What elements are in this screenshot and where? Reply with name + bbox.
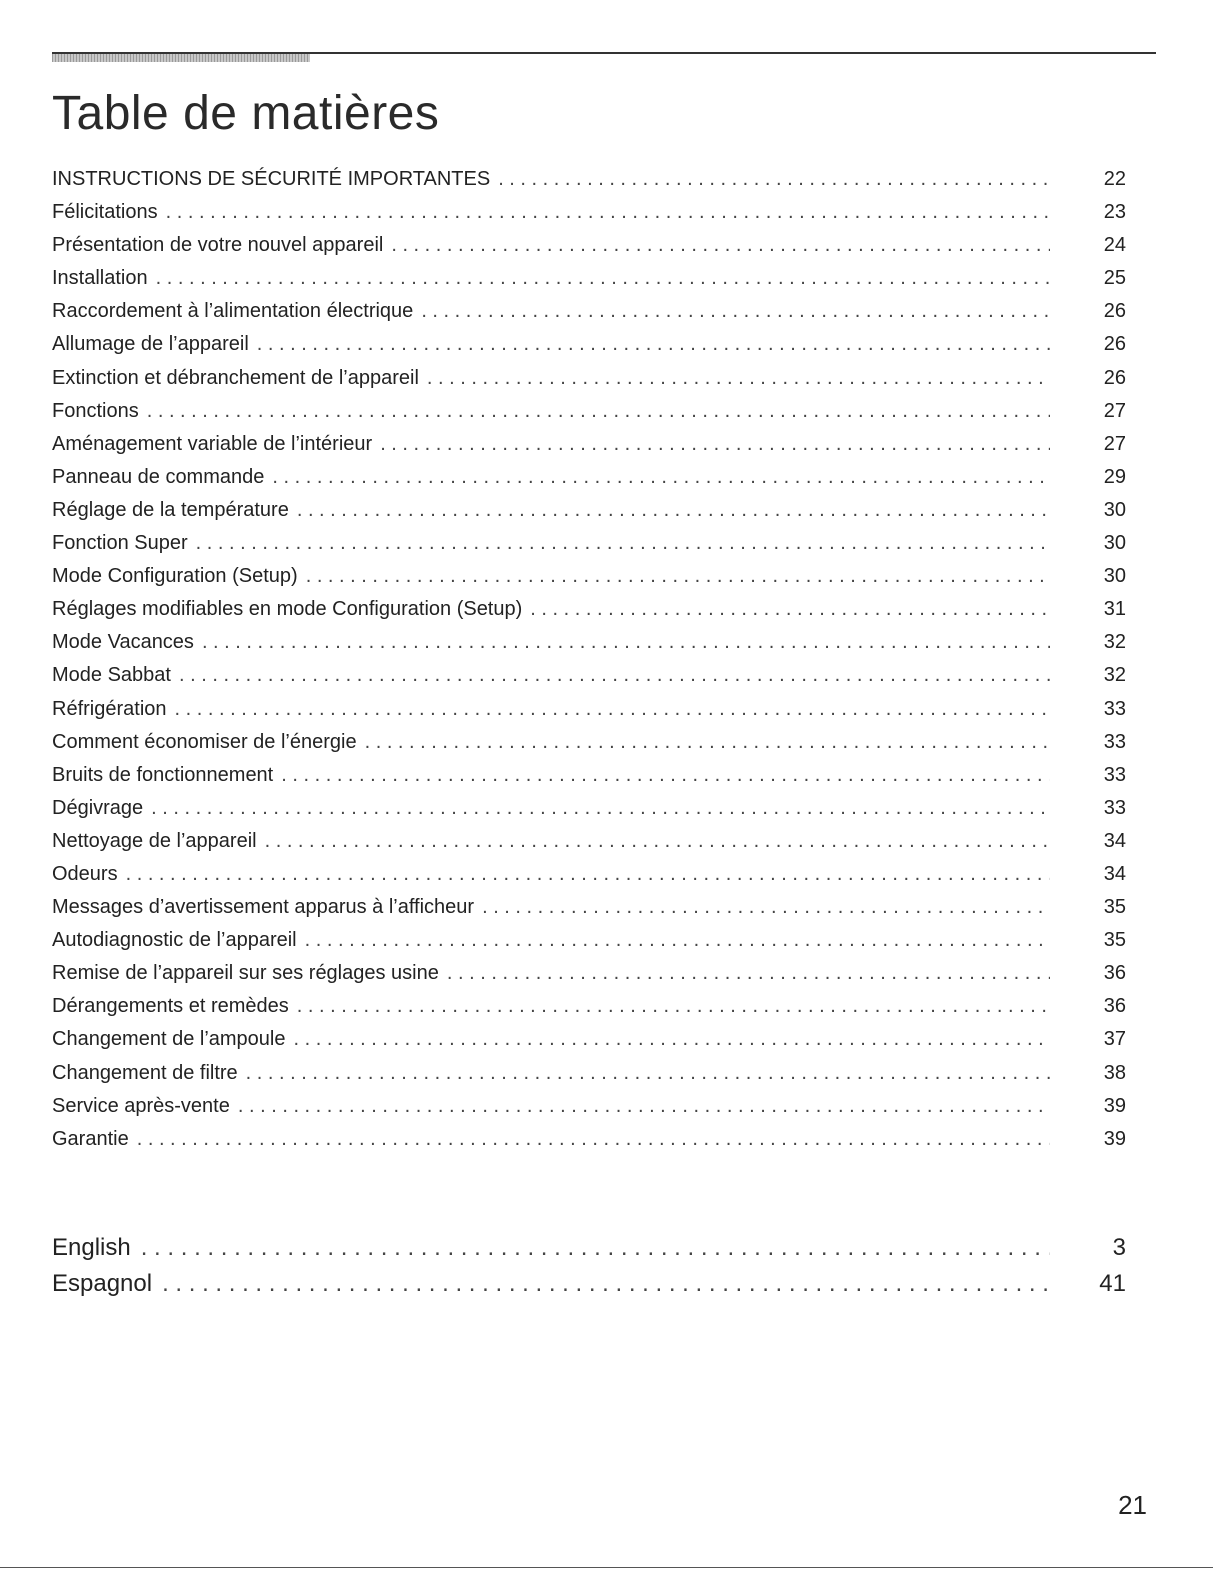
dot-leader [137, 1123, 1050, 1156]
entry-page-number: 26 [1103, 333, 1126, 356]
toc-entry [52, 659, 1126, 692]
entry-page-number: 33 [1103, 730, 1126, 753]
dot-leader [246, 1057, 1050, 1090]
dot-leader [297, 494, 1050, 527]
toc-entry [52, 395, 1126, 428]
entry-label: Remise de l’appareil sur ses réglages usine [52, 962, 439, 985]
toc-entry [52, 196, 1126, 229]
entry-label: Garantie [52, 1127, 129, 1150]
page-title: Table de matières [52, 87, 440, 140]
toc-entry [52, 494, 1126, 527]
entry-page-number: 25 [1103, 267, 1126, 290]
toc-entry [52, 891, 1126, 924]
entry-page-number: 41 [1099, 1270, 1126, 1297]
entry-label: Réglages modifiables en mode Configuration (Setup) [52, 598, 523, 621]
dot-leader [147, 395, 1050, 428]
entry-label: Réfrigération [52, 697, 167, 720]
toc-entry [52, 759, 1126, 792]
entry-page-number: 34 [1103, 829, 1126, 852]
dot-leader [126, 858, 1050, 891]
toc-entry [52, 1023, 1126, 1056]
dot-leader [498, 163, 1050, 196]
entry-label: Messages d’avertissement apparus à l’afficheur [52, 896, 475, 919]
entry-page-number: 23 [1103, 201, 1126, 224]
dot-leader [482, 891, 1050, 924]
entry-label: Présentation de votre nouvel appareil [52, 234, 384, 257]
entry-page-number: 33 [1103, 796, 1126, 819]
dot-leader [179, 659, 1050, 692]
dot-leader [162, 1266, 1050, 1302]
entry-page-number: 33 [1103, 763, 1126, 786]
toc-entry [52, 726, 1126, 759]
entry-page-number: 22 [1103, 168, 1126, 190]
dot-leader [294, 1023, 1051, 1056]
toc-entry [52, 924, 1126, 957]
language-index [52, 1230, 1126, 1302]
entry-page-number: 27 [1103, 399, 1126, 422]
dot-leader [257, 328, 1050, 361]
entry-label: Mode Vacances [52, 631, 194, 654]
entry-page-number: 24 [1103, 234, 1126, 257]
toc-entry [52, 858, 1126, 891]
entry-label: English [52, 1234, 131, 1261]
entry-page-number: 32 [1103, 631, 1126, 654]
entry-label: Extinction et débranchement de l’appareil [52, 366, 419, 389]
entry-label: Installation [52, 267, 148, 290]
entry-label: Fonctions [52, 399, 139, 422]
toc-entry [52, 1057, 1126, 1090]
entry-page-number: 33 [1103, 697, 1126, 720]
entry-page-number: 30 [1103, 498, 1126, 521]
dot-leader [306, 560, 1050, 593]
dot-leader [427, 362, 1050, 395]
entry-label: Odeurs [52, 862, 118, 885]
entry-label: Raccordement à l’alimentation électrique [52, 300, 414, 323]
dot-leader [238, 1090, 1050, 1123]
entry-label: Changement de l’ampoule [52, 1028, 286, 1051]
toc-entry [52, 262, 1126, 295]
dot-leader [196, 527, 1050, 560]
entry-page-number: 26 [1103, 366, 1126, 389]
entry-page-number: 3 [1112, 1234, 1126, 1261]
dot-leader [421, 295, 1050, 328]
dot-leader [272, 461, 1050, 494]
dot-leader [447, 957, 1050, 990]
entry-page-number: 36 [1103, 995, 1126, 1018]
entry-label: Panneau de commande [52, 465, 265, 488]
dot-leader [175, 693, 1050, 726]
entry-page-number: 30 [1103, 532, 1126, 555]
dot-leader [305, 924, 1050, 957]
entry-page-number: 34 [1103, 862, 1126, 885]
entry-label: INSTRUCTIONS DE SÉCURITÉ IMPORTANTES [52, 168, 491, 190]
toc-entry [52, 1123, 1126, 1156]
toc-entry [52, 693, 1126, 726]
toc-entry [52, 792, 1126, 825]
dot-leader [380, 428, 1050, 461]
entry-label: Mode Configuration (Setup) [52, 565, 298, 588]
entry-page-number: 35 [1103, 896, 1126, 919]
entry-page-number: 31 [1103, 598, 1126, 621]
toc-entry [52, 990, 1126, 1023]
toc-entry [52, 560, 1126, 593]
entry-page-number: 37 [1103, 1028, 1126, 1051]
entry-page-number: 26 [1103, 300, 1126, 323]
toc-entry [52, 295, 1126, 328]
entry-page-number: 39 [1103, 1127, 1126, 1150]
toc-entry [52, 1090, 1126, 1123]
entry-label: Dégivrage [52, 796, 144, 819]
footer-rule [0, 1567, 1213, 1568]
entry-label: Dérangements et remèdes [52, 995, 289, 1018]
entry-page-number: 27 [1103, 432, 1126, 455]
entry-label: Changement de filtre [52, 1061, 238, 1084]
toc-entry [52, 163, 1126, 196]
entry-label: Nettoyage de l’appareil [52, 829, 257, 852]
toc-entry [52, 428, 1126, 461]
toc-entry [52, 527, 1126, 560]
entry-page-number: 32 [1103, 664, 1126, 687]
toc-entry [52, 328, 1126, 361]
language-entry [52, 1230, 1126, 1266]
dot-leader [365, 726, 1050, 759]
toc-entry [52, 593, 1126, 626]
entry-label: Fonction Super [52, 532, 188, 555]
entry-page-number: 30 [1103, 565, 1126, 588]
dot-leader [391, 229, 1050, 262]
toc-entry [52, 957, 1126, 990]
entry-label: Bruits de fonctionnement [52, 763, 274, 786]
entry-page-number: 38 [1103, 1061, 1126, 1084]
toc-entry [52, 461, 1126, 494]
dot-leader [281, 759, 1050, 792]
entry-label: Félicitations [52, 201, 158, 224]
table-of-contents [52, 163, 1126, 1156]
entry-label: Espagnol [52, 1270, 153, 1297]
toc-entry [52, 626, 1126, 659]
page-number: 21 [1118, 1490, 1147, 1520]
entry-label: Comment économiser de l’énergie [52, 730, 357, 753]
dot-leader [141, 1230, 1050, 1266]
dot-leader [530, 593, 1050, 626]
dot-leader [151, 792, 1050, 825]
entry-label: Autodiagnostic de l’appareil [52, 929, 297, 952]
toc-entry [52, 362, 1126, 395]
entry-page-number: 29 [1103, 465, 1126, 488]
entry-label: Réglage de la température [52, 498, 289, 521]
entry-page-number: 39 [1103, 1094, 1126, 1117]
language-entry [52, 1266, 1126, 1302]
entry-label: Allumage de l’appareil [52, 333, 249, 356]
dot-leader [297, 990, 1050, 1023]
entry-page-number: 36 [1103, 962, 1126, 985]
toc-entry [52, 825, 1126, 858]
dot-leader [202, 626, 1050, 659]
entry-label: Service après-vente [52, 1094, 230, 1117]
dot-leader [265, 825, 1050, 858]
dot-leader [156, 262, 1050, 295]
toc-entry [52, 229, 1126, 262]
entry-label: Mode Sabbat [52, 664, 171, 687]
entry-label: Aménagement variable de l’intérieur [52, 432, 373, 455]
entry-page-number: 35 [1103, 929, 1126, 952]
header-rule [52, 52, 1156, 54]
dot-leader [166, 196, 1050, 229]
